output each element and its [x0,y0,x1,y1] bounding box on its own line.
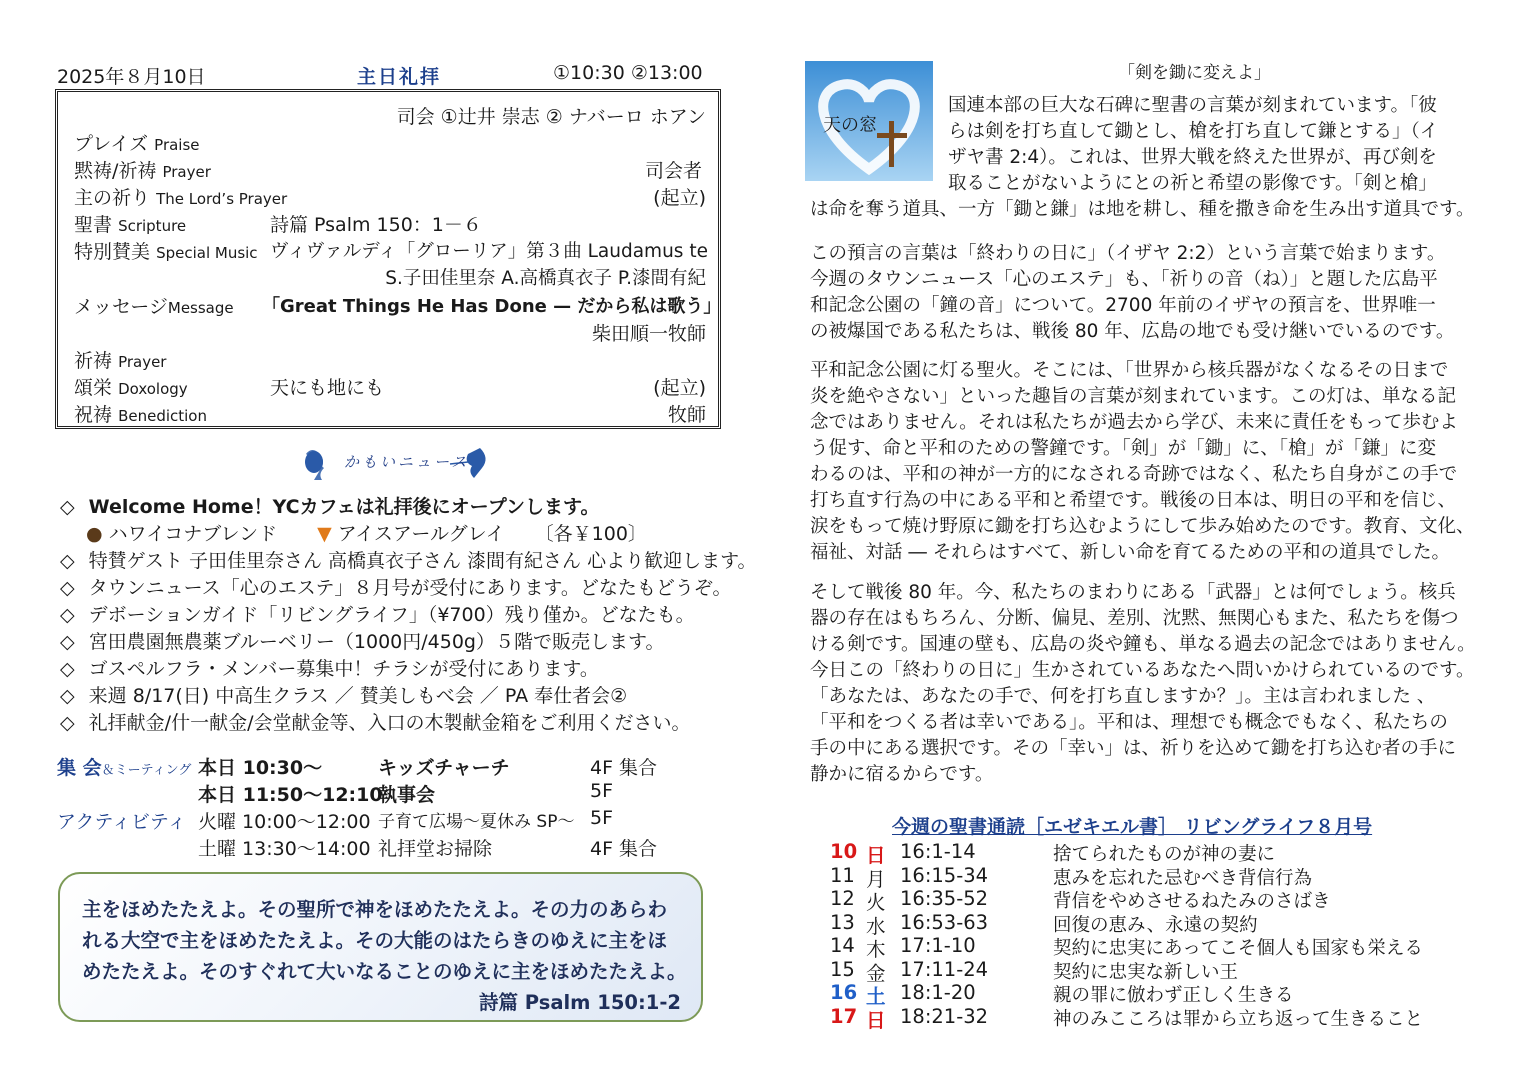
reading-title: 今週の聖書通読［エゼキエル書］ リビングライフ８月号 [892,816,1373,838]
cafe-menu [86,519,647,546]
bird-left-body-icon [305,451,323,473]
order-item-en: Benediction [118,407,207,425]
order-item-detail: ヴィヴァルディ「グローリア」第３曲 Laudamus te [270,241,708,262]
order-item-ja: メッセージ [74,296,168,318]
bullet: ◇ [60,631,75,653]
order-item-right: 牧師 [667,404,706,426]
reading-day: 11 [830,863,855,887]
essay-line: わるのは、平和の神が一方的になされる奇跡ではなく、私たち自身がこの手で [810,464,1458,485]
order-item-right: (起立) [653,187,706,209]
essay-line: 念ではありません。それは私たちが過去から学び、未来に責任をもって歩むよ [810,412,1458,433]
essay-line: 取ることがないようにとの祈と希望の影像です。「剣と槍」 [948,173,1437,194]
essay-line: の被爆国である私たちは、戦後 80 年、広島の地でも受け継いでいるのです。 [810,321,1455,342]
essay-line: は命を奪う道具、一方「鋤と鎌」は地を耕し、種を撒き命を生み出す道具です。 [810,199,1475,220]
reading-text: 親の罪に倣わず正しく生きる [1053,985,1294,1006]
order-item-prayer [74,156,211,183]
essay-line: 器の存在はもちろん、分断、偏見、差別、沈黙、無関心もまた、私たちを傷つ [810,608,1459,629]
order-item-ja: 頌栄 [74,377,113,399]
essay-line: ザヤ書 2:4）。これは、世界大戦を終えた世界が、再び剣を [948,147,1437,168]
bullet: ◇ [60,712,75,734]
presider: 司会 ①辻井 崇志 ② ナバーロ ホアン [396,106,706,128]
news-text: Welcome Home！YCカフェは礼拝後にオープンします。 [88,496,600,518]
service-times: ①10:30 ②13:00 [553,62,703,84]
news-text: 礼拝献金/什一献金/会堂献金等、入口の木製献金箱をご利用ください。 [88,712,691,734]
reading-ref: 18:21-32 [900,1004,989,1028]
reading-ref: 17:11-24 [900,957,989,981]
news-title: かもいニュース [344,453,470,471]
essay-line: 今週のタウンニュース「心のエステ」も、「祈りの音（ね）」と題した広島平 [810,269,1438,290]
order-item-ja: 聖書 [74,214,113,236]
psalm-box [58,872,703,1022]
order-item-message [74,292,234,319]
order-item-en: Prayer [118,353,167,371]
cross-horizontal-icon [877,133,907,138]
order-item-right: 司会者 [644,160,702,182]
bird-right-icon [467,448,486,478]
reading-weekday: 金 [866,961,886,985]
news-header [300,440,500,484]
coffee-icon: ● [86,523,103,545]
news-item [60,654,599,681]
order-item-prayer-2 [74,346,166,373]
order-item-en: Special Music [156,244,258,262]
essay-line: 今日この「終わりの日に」生かされているあなたへ問いかけられているのです。 [810,660,1475,681]
essay-line: 国連本部の巨大な石碑に聖書の言葉が刻まれています。「彼 [948,95,1437,116]
order-of-service [55,89,721,429]
news-text: タウンニュース「心のエステ」８月号が受付にあります。どなたもどうぞ。 [88,577,732,599]
reading-text: 神のみこころは罪から立ち返って生きること [1053,1008,1424,1030]
news-item [60,573,731,600]
order-item-ja: 主の祈り [74,187,151,209]
reading-ref: 18:1-20 [900,981,976,1004]
order-item-en: Message [167,299,234,317]
reading-ref: 16:35-52 [900,887,989,910]
bullet: ◇ [60,658,75,680]
reading-text: 背信をやめさせるねたみのさばき [1053,891,1331,912]
order-item-praise [74,129,200,156]
reading-text: 契約に忠実な新しい王 [1053,961,1239,983]
meeting-name: キッズチャーチ [378,757,510,779]
meeting-name: 子育て広場～夏休み SP～ [378,812,575,832]
order-item-right: (起立) [653,377,706,399]
news-text: 宮田農園無農薬ブルーベリー（1000円/450g）５階で販売します。 [88,631,665,653]
essay-line: そして戦後 80 年。今、私たちのまわりにある「武器」とは何でしょう。核兵 [810,582,1456,603]
essay-line: この預言の言葉は「終わりの日に」（イザヤ 2:2）という言葉で始まります。 [810,243,1446,264]
order-item-en: Prayer [162,163,211,181]
essay-title: 「剣を鋤に変えよ」 [1118,63,1271,83]
order-item-ja: 黙祷/祈祷 [74,160,157,182]
bullet: ◇ [60,577,75,599]
reading-ref: 16:1-14 [900,840,976,863]
order-item-en: Doxology [118,380,188,398]
news-item [60,681,627,708]
cafe-coffee: ハワイコナブレンド [108,523,278,545]
cafe-tea: アイスアールグレイ [337,523,505,545]
bullet: ◇ [60,496,75,518]
meeting-time: 土曜 13:30～14:00 [198,838,371,860]
news-item [60,492,599,519]
essay-line: 炎を絶やさない」といった趣旨の言葉が刻まれています。この灯は、単なる記 [810,386,1457,407]
reading-day: 17 [830,1004,858,1028]
meeting-name: 執事会 [378,784,436,806]
reading-weekday: 木 [866,938,886,961]
meeting-time: 本日 10:30～ [198,757,323,779]
psalm-line: めたたえよ。そのすぐれて大いなることのゆえに主をほめたたえよ。 [82,960,687,983]
order-item-special-music [74,237,258,264]
reading-text: 捨てられたものが神の妻に [1053,844,1276,865]
essay-line: 静かに宿るからです。 [810,764,994,785]
meeting-place: 5F [590,807,614,829]
meetings-label-main: 集 会 [57,757,102,779]
order-item-ja: 特別賛美 [74,241,151,263]
reading-day: 13 [830,910,855,934]
essay-line: ける剣です。国連の壁も、広島の炎や鐘も、単なる過去の記念ではありません。 [810,634,1476,655]
reading-day: 14 [830,934,855,957]
meeting-place: 4F 集合 [590,838,658,860]
reading-text: 恵みを忘れた忌むべき背信行為 [1053,867,1313,889]
reading-text: 契約に忠実にあってこそ個人も国家も栄える [1053,938,1423,959]
meeting-name: 礼拝堂お掃除 [378,838,493,860]
order-item-doxology [74,373,188,400]
order-item-ja: プレイズ [74,133,149,155]
tea-icon: ▼ [317,523,332,545]
order-item-detail: 天にも地にも [270,377,385,399]
psalm-ref: 詩篇 Psalm 150:1-2 [478,991,681,1014]
order-item-detail: S.子田佳里奈 A.高橋真衣子 P.漆間有紀 [385,268,706,289]
order-item-en: Praise [154,136,200,154]
sermon-title: 「Great Things He Has Done — だから私は歌う」 [262,296,722,317]
news-item [60,708,690,735]
news-item [60,600,695,627]
reading-weekday: 土 [866,985,886,1008]
order-item-ja: 祈祷 [74,350,113,372]
news-text: デボーションガイド「リビングライフ」（¥700）残り僅か。どなたも。 [88,604,695,626]
meeting-place: 5F [590,780,614,802]
news-text: 特賛ゲスト 子田佳里奈さん 高橋真衣子さん 漆間有紀さん 心より歓迎します。 [88,550,757,572]
essay-line: 平和記念公園に灯る聖火。そこには、「世界から核兵器がなくなるその日まで [810,360,1449,381]
order-item-en: Scripture [118,217,187,235]
essay-line: う促す、命と平和のための警鐘です。「剣」が「鋤」に、「槍」が「鎌」に変 [810,438,1437,459]
psalm-line: 主をほめたたえよ。その聖所で神をほめたたえよ。その力のあらわ [82,898,668,921]
bullet: ◇ [60,604,75,626]
essay-line: 打ち直す行為の中にある平和と希望です。戦後の日本は、明日の平和を信じ、 [810,490,1457,511]
essay-line: 涙をもって焼け野原に鋤を打ち込むようにして歩み始めたのです。教育、文化、 [810,516,1475,537]
essay-line: らは剣を打ち直して鋤とし、槍を打ち直して鎌とする」（イ [948,121,1439,142]
reading-ref: 16:53-63 [900,910,989,934]
preacher: 柴田順一牧師 [591,323,706,345]
reading-day: 12 [830,887,855,910]
reading-day: 16 [830,981,858,1004]
bullet: ◇ [60,685,75,707]
bullet: ◇ [60,550,75,572]
reading-day: 15 [830,957,855,981]
meeting-place: 4F 集合 [590,757,658,779]
news-text: ゴスペルフラ・メンバー募集中！チラシが受付にあります。 [88,658,599,680]
news-item [60,627,664,654]
psalm-line: れる大空で主をほめたたえよ。その大能のはたらきのゆえに主をほ [82,929,668,952]
reading-ref: 17:1-10 [900,934,976,957]
reading-weekday: 日 [866,1008,886,1032]
order-item-scripture [74,210,186,237]
reading-weekday: 月 [866,867,886,891]
heaven-window-label: 天の窓 [823,115,877,136]
meetings-label-sub: ＆ミーティング [101,763,192,778]
order-item-detail: 詩篇 Psalm 150：1－６ [270,214,482,236]
meetings-label [57,753,191,780]
essay-line: 福祉、対話 ― それらはすべて、新しい命を育てるための平和の道具でした。 [810,542,1451,563]
essay-line: 「平和をつくる者は幸いである」。平和は、理想でも概念でもなく、私たちの [810,712,1448,733]
essay-line: 手の中にある選択です。その「幸い」は、祈りを込めて鋤を打ち込む者の手に [810,738,1457,759]
news-text: 来週 8/17(日) 中高生クラス ／ 賛美しもべ会 ／ PA 奉仕者会② [88,685,628,707]
reading-ref: 16:15-34 [900,863,989,887]
meeting-time: 本日 11:50～12:10 [198,784,383,806]
essay-line: 和記念公園の「鐘の音」について。2700 年前のイザヤの預言を、世界唯一 [810,295,1436,316]
cross-vertical-icon [889,121,894,167]
order-item-lords-prayer [74,183,287,210]
order-item-en: The Lord’s Prayer [156,190,288,208]
reading-weekday: 日 [866,844,886,867]
reading-weekday: 水 [866,914,886,938]
meeting-time: 火曜 10:00～12:00 [198,811,371,833]
cafe-price: 〔各￥100〕 [534,523,647,545]
service-date: 2025年８月10日 [57,66,206,88]
page-title: 主日礼拝 [357,66,442,88]
reading-day: 10 [830,840,858,863]
activity-label: アクティビティ [57,811,187,833]
order-item-ja: 祝祷 [74,404,113,426]
heaven-window-image [805,61,933,181]
news-item [60,546,757,573]
order-item-benediction [74,400,207,427]
reading-text: 回復の恵み、永遠の契約 [1053,914,1258,936]
essay-line: 「あなたは、あなたの手で、何を打ち直しますか？」。主は言われました 、 [810,686,1436,707]
reading-weekday: 火 [866,891,886,914]
